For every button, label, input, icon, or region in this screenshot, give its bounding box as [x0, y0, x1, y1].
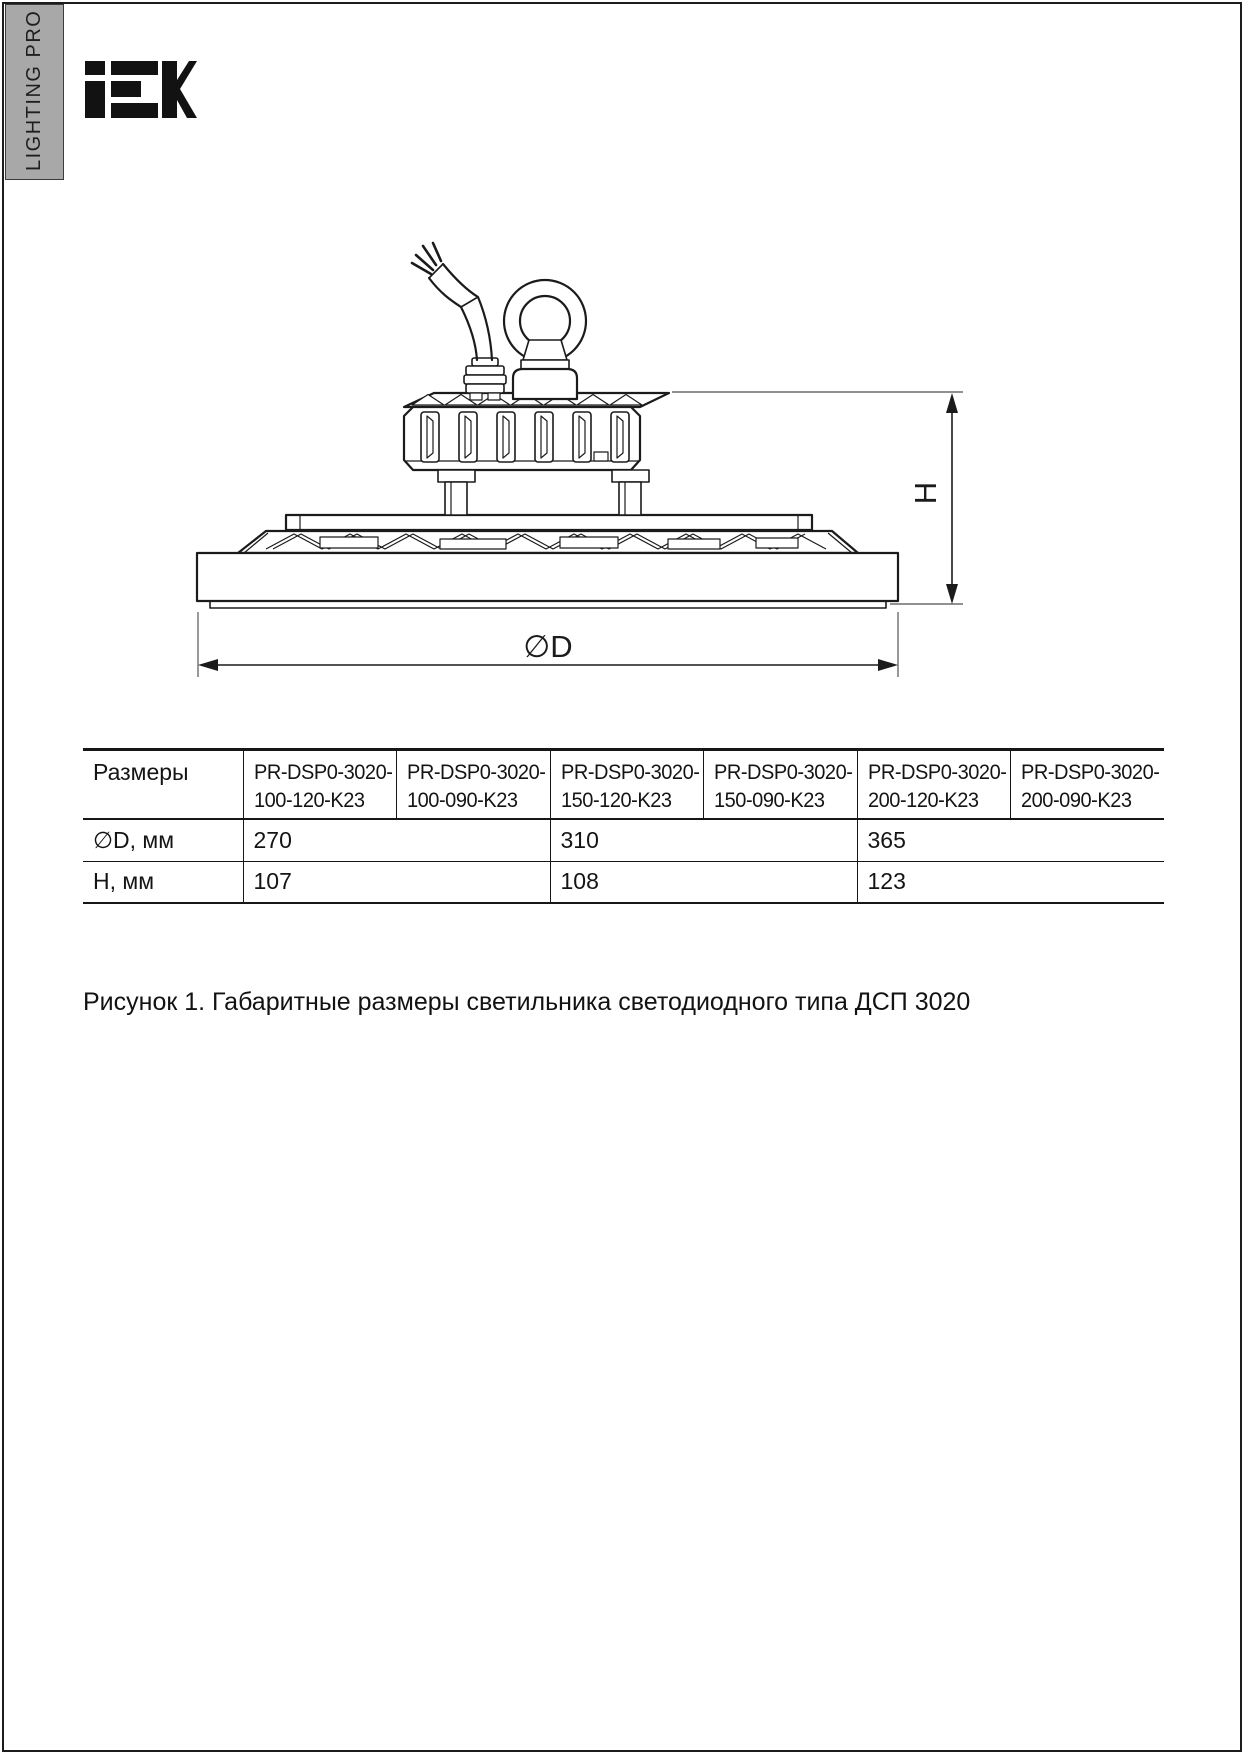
diameter-label: ∅D	[523, 629, 573, 664]
row-label-diameter: ∅D, мм	[83, 819, 243, 861]
supply-cable	[412, 243, 492, 360]
header-dimensions: Размеры	[83, 750, 243, 820]
header-model-1	[243, 750, 397, 820]
diameter-value-150: 310	[550, 819, 857, 861]
mounting-posts	[438, 470, 649, 515]
dimensions-table	[83, 748, 1164, 904]
model-name-line: 150-120-K23	[560, 787, 672, 812]
table-header-row	[83, 750, 1164, 820]
height-label: H	[908, 481, 943, 505]
model-name-line: 200-120-K23	[867, 787, 979, 812]
header-model-6	[1011, 750, 1165, 820]
heatsink-drum	[404, 393, 669, 470]
height-value-200: 123	[857, 861, 1164, 903]
diameter-value-200: 365	[857, 819, 1164, 861]
header-model-3	[550, 750, 704, 820]
header-model-4	[704, 750, 858, 820]
model-name-line: PR-DSP0-3020-	[867, 760, 1006, 784]
support-truss-ring	[238, 531, 858, 553]
luminaire-housing	[197, 553, 898, 608]
brand-bar-label: LIGHTING PRO	[23, 9, 45, 171]
header-model-2	[397, 750, 551, 820]
header-model-5	[857, 750, 1011, 820]
model-name-line: PR-DSP0-3020-	[560, 760, 699, 784]
height-dimension	[908, 393, 958, 604]
height-value-100: 107	[243, 861, 550, 903]
model-name-line: 100-120-K23	[253, 787, 365, 812]
model-name-line: PR-DSP0-3020-	[1021, 760, 1160, 784]
driver-plate	[286, 515, 812, 530]
figure-caption: Рисунок 1. Габаритные размеры светильника светодиодного типа ДСП 3020	[83, 988, 971, 1016]
table-row-diameter	[83, 819, 1164, 861]
diameter-dimension	[198, 629, 898, 671]
model-name-line: 200-090-K23	[1021, 787, 1132, 812]
diameter-value-100: 270	[243, 819, 550, 861]
table-row-height	[83, 861, 1164, 903]
model-name-line: PR-DSP0-3020-	[714, 760, 853, 784]
model-name-line: 150-090-K23	[714, 787, 825, 812]
eye-bolt	[504, 280, 586, 399]
cable-gland	[464, 358, 506, 400]
model-name-line: PR-DSP0-3020-	[407, 760, 546, 784]
model-name-line: 100-090-K23	[407, 787, 518, 812]
height-value-150: 108	[550, 861, 857, 903]
row-label-height: Н, мм	[93, 868, 155, 895]
model-name-line: PR-DSP0-3020-	[253, 760, 392, 784]
